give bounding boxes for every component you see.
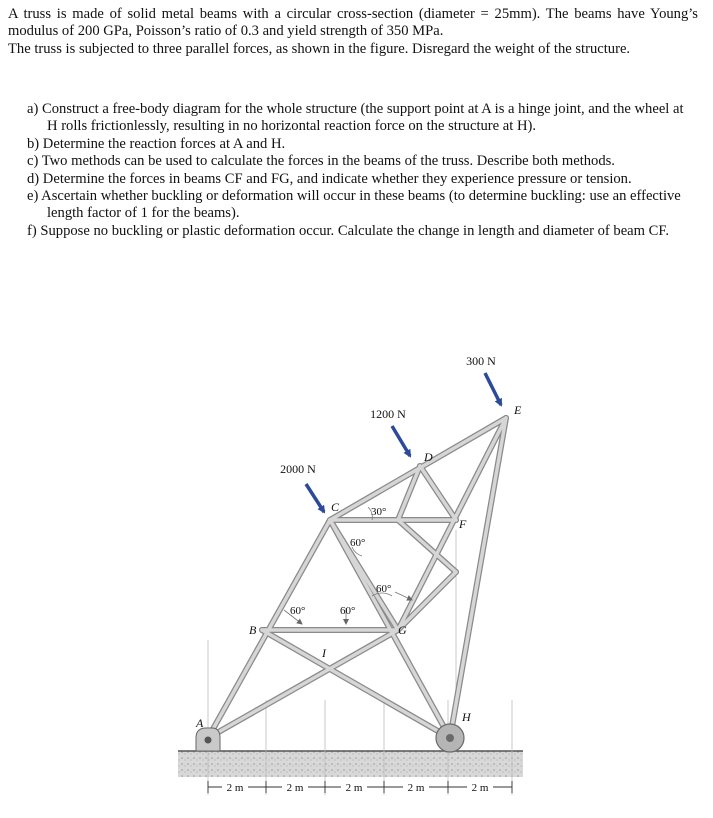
angle-label-60-left: 60°	[290, 605, 306, 617]
question-d: d) Determine the forces in beams CF and FG, and indicate whether they experience pressure or tension.	[27, 170, 632, 187]
ground	[178, 751, 523, 777]
node-label-b: B	[249, 623, 257, 637]
question-e: e) Ascertain whether buckling or deformation will occur in these beams (to determine buckling: use an effective length factor of 1 for the beams).	[27, 188, 681, 222]
angle-label-60-g: 60°	[376, 583, 392, 595]
node-label-g: G	[398, 623, 407, 637]
question-a: a) Construct a free-body diagram for the whole structure (the support point at A is a hinge joint, and the wheel at H rolls frictionlessly, resulting in no horizontal reaction force on the structure at H).	[27, 101, 684, 135]
node-label-e: E	[514, 403, 522, 417]
roller-support-h	[436, 724, 464, 752]
force-arrow-d	[392, 426, 410, 456]
question-b: b) Determine the reaction forces at A and H.	[27, 135, 286, 152]
node-label-f: F	[459, 517, 467, 531]
node-label-c: C	[331, 500, 340, 514]
angle-label-30: 30°	[371, 506, 387, 518]
truss-diagram	[0, 330, 713, 813]
node-label-a: A	[196, 716, 204, 730]
question-list	[27, 101, 691, 240]
truss-figure	[0, 330, 713, 813]
intro-paragraph-1: A truss is made of solid metal beams with a circular cross-section (diameter = 25mm). The beams have Young’s modulus of 200 GPa, Poisson’s ratio of 0.3 and yield strength of 350 MPa.	[8, 6, 698, 40]
span-label-1: 2 m	[226, 782, 244, 794]
problem-intro	[8, 6, 698, 58]
span-label-5: 2 m	[471, 782, 489, 794]
truss-members	[208, 418, 506, 738]
force-arrow-c	[306, 484, 324, 512]
span-label-3: 2 m	[345, 782, 363, 794]
span-label-2: 2 m	[286, 782, 304, 794]
force-label-c: 2000 N	[280, 462, 316, 476]
span-label-4: 2 m	[407, 782, 425, 794]
question-c: c) Two methods can be used to calculate the forces in the beams of the truss. Describe both methods.	[27, 153, 615, 170]
node-label-d: D	[424, 450, 433, 464]
node-label-i: I	[322, 646, 326, 660]
force-arrow-e	[485, 373, 501, 405]
hinge-support-a	[196, 728, 220, 751]
angle-label-60-right: 60°	[340, 605, 356, 617]
angle-label-60-c: 60°	[350, 537, 366, 549]
question-f: f) Suppose no buckling or plastic deformation occur. Calculate the change in length and diameter of beam CF.	[27, 222, 669, 239]
force-label-d: 1200 N	[370, 407, 406, 421]
intro-paragraph-2: The truss is subjected to three parallel forces, as shown in the figure. Disregard the weight of the structure.	[8, 40, 631, 57]
force-label-e: 300 N	[466, 354, 496, 368]
node-label-h: H	[462, 710, 471, 724]
